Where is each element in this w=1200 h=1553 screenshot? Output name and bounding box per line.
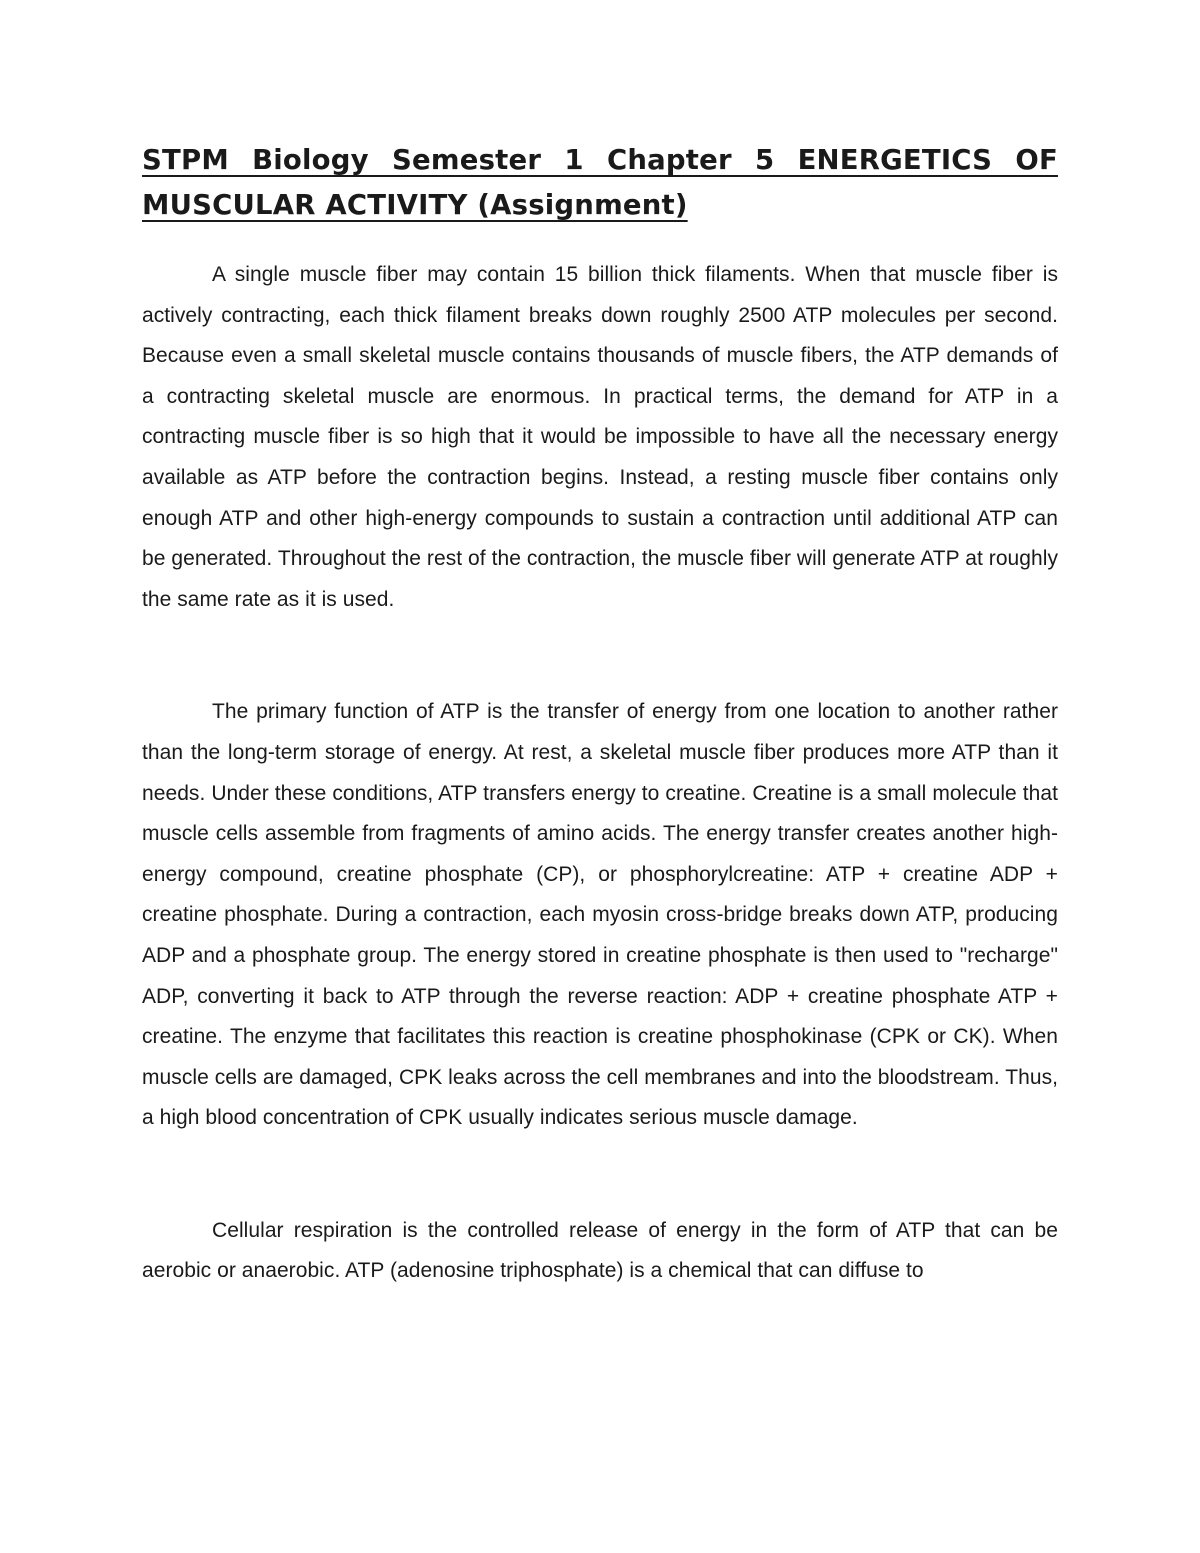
title-line-2: MUSCULAR ACTIVITY (Assignment) xyxy=(142,189,688,221)
paragraph-creatine-phosphate: The primary function of ATP is the transfer of energy from one location to another rather than the long-term storage of energy. At rest, a skeletal muscle fiber produces more ATP than it needs. Under these conditions, ATP transfers energy to creatine. Creatine is a small molecule that muscle cells assemble from fragments of amino acids. The energy transfer creates another high-energy compound, creatine phosphate (CP), or phosphorylcreatine: ATP + creatine ADP + creatine phosphate. During a contraction, each myosin cross-bridge breaks down ATP, producing ADP and a phosphate group. The energy stored in creatine phosphate is then used to "recharge" ADP, converting it back to ATP through the reverse reaction: ADP + creatine phosphate ATP + creatine. The enzyme that facilitates this reaction is creatine phosphokinase (CPK or CK). When muscle cells are damaged, CPK leaks across the cell membranes and into the bloodstream. Thus, a high blood concentration of CPK usually indicates serious muscle damage. xyxy=(142,700,1058,1130)
document-title xyxy=(142,138,1058,228)
title-line-1: STPM Biology Semester 1 Chapter 5 ENERGETICS OF xyxy=(142,144,1058,176)
paragraph-atp-demand: A single muscle fiber may contain 15 billion thick filaments. When that muscle fiber is actively contracting, each thick filament breaks down roughly 2500 ATP molecules per second. Because even a small skeletal muscle contains thousands of muscle fibers, the ATP demands of a contracting skeletal muscle are enormous. In practical terms, the demand for ATP in a contracting muscle fiber is so high that it would be impossible to have all the necessary energy available as ATP before the contraction begins. Instead, a resting muscle fiber contains only enough ATP and other high-energy compounds to sustain a contraction until additional ATP can be generated. Throughout the rest of the contraction, the muscle fiber will generate ATP at roughly the same rate as it is used. xyxy=(142,263,1058,611)
paragraph-cellular-respiration: Cellular respiration is the controlled release of energy in the form of ATP that can be aerobic or anaerobic. ATP (adenosine triphosphate) is a chemical that can diffuse to xyxy=(142,1218,1058,1283)
document-body xyxy=(142,138,1058,1292)
